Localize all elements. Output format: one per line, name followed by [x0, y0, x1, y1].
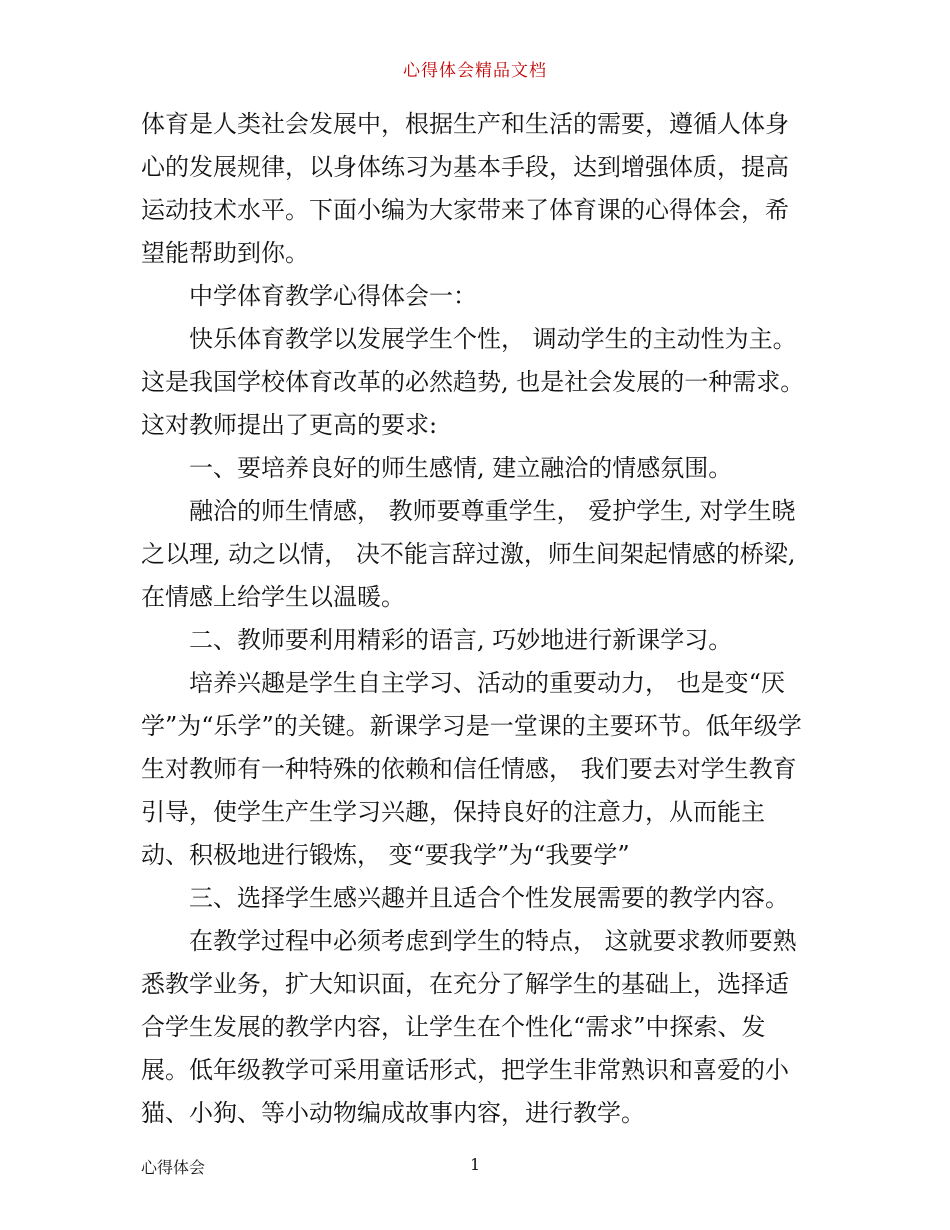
paragraph: 快乐体育教学以发展学生个性， 调动学生的主动性为主。这是我国学校体育改革的必然趋势, 也是社会发展的一种需求。这对教师提出了更高的要求:	[141, 325, 805, 439]
point-heading-2: 二、教师要利用精彩的语言, 巧妙地进行新课学习。	[189, 626, 733, 654]
paragraph: 培养兴趣是学生自主学习、活动的重要动力， 也是变“厌学”为“乐学”的关键。新课学习是一堂课的主要环节。低年级学生对教师有一种特殊的依赖和信任情感， 我们要去对学生教育引导，使学生产生学习兴趣，保持良好的注意力，从而能主动、积极地进行锻炼， 变“要我学”为“我要学”	[141, 669, 802, 869]
document-body	[141, 103, 811, 1135]
point-heading-3: 三、选择学生感兴趣并且适合个性发展需要的教学内容。	[189, 884, 789, 912]
header-title: 心得体会精品文档	[403, 61, 547, 81]
page-number: 1	[470, 1155, 481, 1174]
paragraph-intro: 体育是人类社会发展中，根据生产和生活的需要，遵循人体身心的发展规律，以身体练习为基本手段，达到增强体质，提高运动技术水平。下面小编为大家带来了体育课的心得体会，希望能帮助到你。	[141, 110, 789, 267]
paragraph: 融洽的师生情感， 教师要尊重学生， 爱护学生, 对学生晓之以理, 动之以情， 决不能言辞过激，师生间架起情感的桥梁, 在情感上给学生以温暖。	[141, 497, 796, 611]
section-heading: 中学体育教学心得体会一：	[189, 282, 477, 310]
point-heading-1: 一、要培养良好的师生感情, 建立融洽的情感氛围。	[189, 454, 733, 482]
footer-label: 心得体会	[141, 1158, 206, 1177]
paragraph: 在教学过程中必须考虑到学生的特点， 这就要求教师要熟悉教学业务，扩大知识面，在充分了解学生的基础上，选择适合学生发展的教学内容，让学生在个性化“需求”中探索、发展。低年级教学可采用童话形式，把学生非常熟识和喜爱的小猫、小狗、等小动物编成故事内容，进行教学。	[141, 927, 797, 1127]
